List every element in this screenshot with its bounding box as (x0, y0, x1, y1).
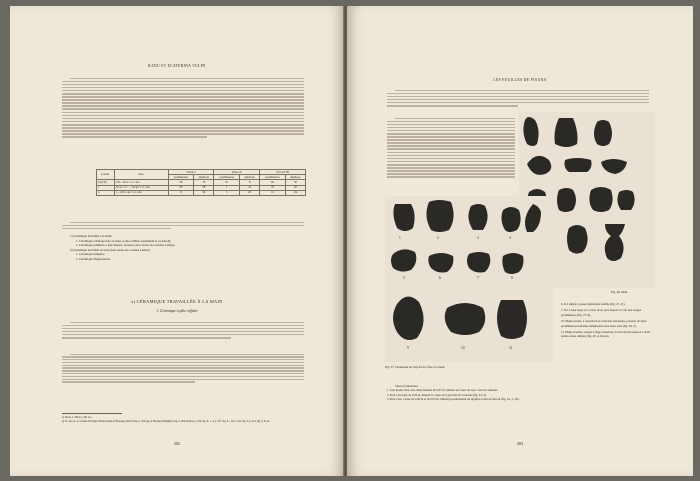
table-header: Couche (97, 170, 115, 180)
vessel-number: 10 (461, 346, 465, 350)
vessel (467, 252, 490, 273)
footnote: 1) Dacia, I, 1924, p. 261 et s. (62, 416, 93, 419)
classification-list (70, 234, 306, 262)
vessel (445, 303, 486, 335)
figure-ref: Fig. 26. Idem. (611, 290, 628, 294)
list-item: 7. Pot à base large et à ovaire droit, près duquel on voit une longue proéminence (fig. 27, 6). (561, 308, 642, 317)
list-item: 2. Petit vase haut de 0,02 m, imitant la coupe du type 6 décrit ci-dessus (fig. 44, 2). (387, 392, 487, 397)
vessel (468, 204, 487, 230)
vessel (567, 225, 588, 254)
list-item: 6. Pot simple à panse légèrement renflée (fig. 27, 11). (561, 302, 626, 306)
vessel-number: 8 (511, 276, 513, 280)
vessel-number: 5 (403, 276, 405, 280)
table-subheader: proéminentes (214, 175, 240, 180)
vessel-number: 2 (437, 236, 439, 240)
left-page-number: 282 (174, 441, 180, 446)
table-subheader: amphores (285, 175, 305, 180)
vessel (523, 117, 538, 146)
vessel (594, 120, 612, 146)
list-item: b) Céramique travaillée au tour (dans toutes les couches Latène): (70, 247, 151, 252)
vessel (426, 200, 453, 232)
pottery-vessels (391, 200, 541, 340)
vessel (605, 224, 625, 261)
table-header: Total (A+B) (260, 170, 306, 175)
vessel-number: 9 (407, 346, 409, 350)
right-page-number: 283 (517, 441, 523, 446)
table-subheader: amphores (194, 175, 214, 180)
table-header: Tissus de (214, 170, 260, 175)
right-page (347, 6, 693, 476)
vessel (565, 158, 592, 172)
right-running-head: LES FOUILLES DE POIANA (493, 78, 547, 82)
list-item: 2. Céramique d'importation. (76, 256, 111, 261)
miniature-vases-section (387, 384, 655, 402)
vessel (555, 118, 578, 147)
pottery-plate-fig27 (385, 196, 553, 362)
vessel (527, 156, 551, 175)
table-header: Travail à (168, 170, 214, 175)
footnotes (62, 416, 304, 424)
right-column-text (387, 116, 515, 179)
list-item: 1. Céramique indigène; (76, 252, 105, 257)
vessel-number: 3 (477, 236, 479, 240)
vessel (617, 190, 634, 210)
table-row: γ 50 av. J.-C. — 50 apr. J.-C. env. 89 58 1 24 79 82 (97, 185, 306, 190)
table-row: δ 1—125 n. apr. J.-C. env. 9 94 5 20 12 114 (97, 190, 306, 195)
table-row: β (β' β'') 150—50 av. J.-C. env. 68 30 61 8 121 38 (97, 180, 306, 185)
vessel (525, 204, 541, 232)
vessel (393, 296, 424, 340)
vessel (393, 204, 414, 231)
vessel (391, 249, 416, 271)
side-description-list (561, 302, 655, 339)
body-paragraph (62, 320, 304, 340)
vessel-number: 7 (477, 276, 479, 280)
vessel (601, 159, 627, 174)
list-item: 1. Une moitié d'un vase d'une hauteur de 0,07 m, imitant les vases du type 1 décrit ci-dessus. (387, 388, 499, 393)
pottery-photo-fig27 (385, 196, 553, 362)
vessel-number: 1 (399, 236, 401, 240)
vessel-number: 4 (509, 236, 511, 240)
vessel (502, 253, 523, 274)
list-item: 1) Céramique travaillée à la main: (70, 234, 113, 238)
left-intro-paragraph (62, 76, 304, 139)
vessel (428, 253, 453, 273)
body-paragraph-small (62, 352, 304, 384)
section-title: Vases en miniature. (395, 384, 419, 388)
list-item: 3. Petit vase, à base de 0,06 m et de 0,03 m, imitant grossièrement un skyphos à tête de faucon (fig. 44, 1, 19). (387, 397, 520, 402)
section-heading: a) CÉRAMIQUE TRAVAILLÉE À LA MAIN (131, 299, 223, 304)
list-item: 2. Céramique primitive à pâte impure, poreuse (dans toutes les couches Latène). (76, 243, 176, 248)
table-subheader: proéminentes (260, 175, 286, 180)
footnote-rule (62, 413, 122, 414)
classification-paragraph (62, 220, 304, 231)
left-page (10, 6, 344, 476)
table-subheader: amphores (240, 175, 260, 180)
right-top-paragraph (387, 88, 649, 108)
subsection-heading: 1. Céramique à pâte raffinée (156, 309, 198, 313)
footnote: 2) Cf. par ex. A. Grenier, Bologne Villanovienne et Étrusque, Paris 1912, p. 253 sqq. et Hoernes-Menghin, Urg. d. bild. Kunst³, p. 475, fig. II, 1, 3, p. 477, fig. 8—10; p. 197, fig. 6; p. 521, fig. 3, 6, etc. (62, 419, 271, 423)
list-item: 1. Céramique à haftage noir ou brun, à pâte raffinée (seulement la couche β); (76, 238, 172, 243)
vessel-number: 11 (509, 346, 513, 350)
list-item: 11. Haute écuelle conique à large ouverture, à rebords retroussés et à deux petites anses simples (fig. 26, 4, invers). (561, 330, 650, 339)
vessel (589, 187, 612, 212)
table-header: Date (114, 170, 168, 180)
left-running-head: RADU ET ECATERINA VULPE (148, 64, 206, 68)
vessel (497, 300, 527, 339)
vessel (501, 207, 520, 232)
vessel-number: 6 (439, 276, 441, 280)
vessel (557, 188, 576, 212)
table-subheader: proéminentes (168, 175, 194, 180)
figure-caption: Fig. 27. Céramique de l'âge du fer, faite à la main. (385, 365, 446, 369)
list-item: 10. Haute terrine, à fond étroit et à rebords retroussés, pourvue de deux proéminences latérales remplaçant toute autre anse (fig. 26, 2). (561, 319, 647, 328)
pottery-count-table (96, 169, 306, 196)
